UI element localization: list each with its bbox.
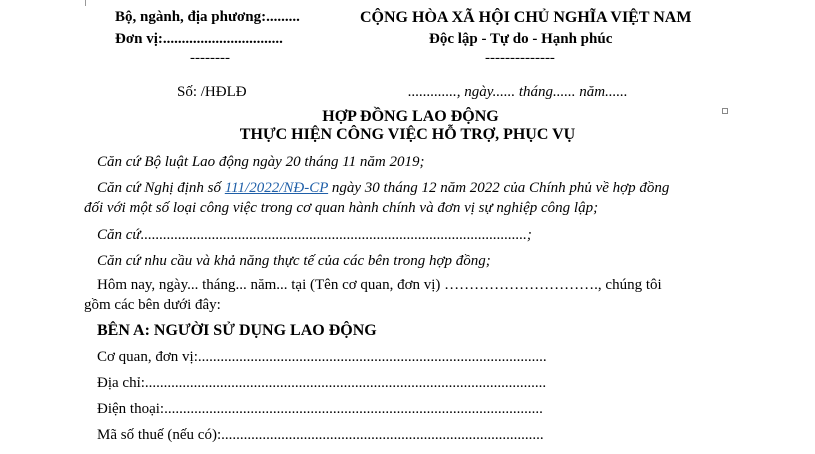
intro-line2: gồm các bên dưới đây:: [84, 297, 221, 313]
unit-label: Đơn vị:................................: [115, 31, 283, 47]
decree-suffix: ngày 30 tháng 12 năm 2022 của Chính phủ về hợp đồng: [328, 180, 670, 196]
object-handle[interactable]: [722, 108, 728, 114]
motto: Độc lập - Tự do - Hạnh phúc: [429, 31, 613, 47]
party-a-org: Cơ quan, đơn vị:.............................................................................................: [97, 349, 547, 365]
left-divider: --------: [190, 50, 230, 66]
document-number: Số: /HĐLĐ: [177, 84, 247, 100]
nation-title: CỘNG HÒA XÃ HỘI CHỦ NGHĨA VIỆT NAM: [360, 9, 692, 26]
basis-decree-line2: đối với một số loại công việc trong cơ quan hành chính và đơn vị sự nghiệp công lập;: [84, 200, 599, 216]
party-a-address: Địa chỉ:...........................................................................................................: [97, 375, 547, 391]
decree-prefix: Căn cứ Nghị định số: [97, 180, 225, 196]
contract-subtitle: THỰC HIỆN CÔNG VIỆC HỖ TRỢ, PHỤC VỤ: [239, 126, 576, 143]
right-divider: --------------: [485, 50, 555, 66]
basis-labor-code: Căn cứ Bộ luật Lao động ngày 20 tháng 11 năm 2019;: [97, 154, 425, 170]
decree-link[interactable]: 111/2022/NĐ-CP: [224, 180, 329, 196]
ministry-label: Bộ, ngành, địa phương:.........: [115, 9, 300, 25]
contract-title: HỢP ĐỒNG LAO ĐỘNG: [322, 108, 499, 125]
party-a-tax: Mã số thuế (nếu có):......................................................................................: [97, 427, 544, 443]
party-a-phone: Điện thoại:.....................................................................................................: [97, 401, 543, 417]
place-date: ............., ngày...... tháng...... năm......: [408, 84, 628, 100]
intro-line1: Hôm nay, ngày... tháng... năm... tại (Tên cơ quan, đơn vị) …………………………., chúng tôi: [97, 277, 662, 293]
basis-other: Căn cứ.......................................................................................................;: [97, 227, 532, 243]
basis-needs: Căn cứ nhu cầu và khả năng thực tế của các bên trong hợp đồng;: [97, 253, 491, 269]
party-a-heading: BÊN A: NGƯỜI SỬ DỤNG LAO ĐỘNG: [97, 322, 377, 339]
basis-decree: [97, 180, 669, 197]
margin-mark: [85, 0, 86, 6]
